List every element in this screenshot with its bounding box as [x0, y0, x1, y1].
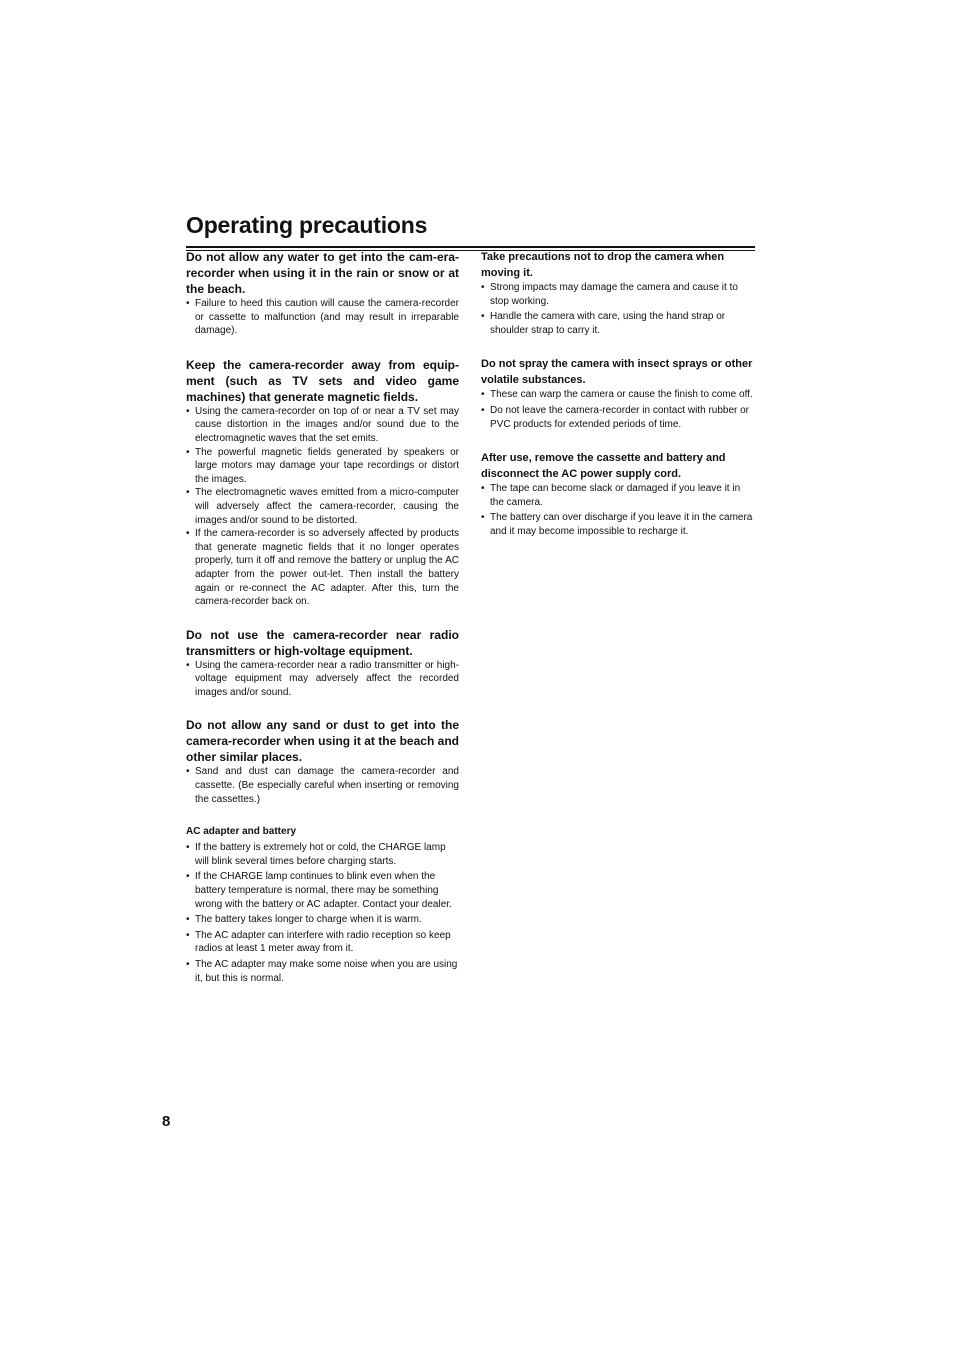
- right-column: [481, 249, 754, 539]
- bullet-item: • Using the camera-recorder near a radio transmitter or high-voltage equipment may adversely affect the recorded images and/or sound.: [186, 659, 459, 700]
- bullet-item: • The battery can over discharge if you leave it in the camera and it may become impossible to recharge it.: [481, 511, 754, 538]
- bullet-list: [186, 765, 459, 806]
- section-heading: Do not use the camera-recorder near radio transmitters or high-voltage equipment.: [186, 627, 459, 658]
- section-radio: [186, 627, 459, 700]
- page-number: 8: [162, 1113, 171, 1130]
- bullet-list: [186, 405, 459, 609]
- bullet-item: • The powerful magnetic fields generated by speakers or large motors may damage your tape recordings or distort the images.: [186, 446, 459, 487]
- bullet-item: • The AC adapter may make some noise when you are using it, but this is normal.: [186, 958, 459, 985]
- section-heading: Take precautions not to drop the camera when moving it.: [481, 251, 725, 279]
- bullet-list: [186, 297, 459, 338]
- bullet-list: [186, 659, 459, 700]
- bullet-item: • Using the camera-recorder on top of or near a TV set may cause distortion in the images and/or sound due to the electromagnetic waves that the set emits.: [186, 405, 459, 446]
- section-ac-adapter: [186, 825, 459, 985]
- page-title: Operating precautions: [186, 212, 428, 238]
- bullet-item: • These can warp the camera or cause the finish to come off.: [481, 388, 754, 402]
- bullet-item: • Strong impacts may damage the camera and cause it to stop working.: [481, 281, 754, 308]
- bullet-item: • If the camera-recorder is so adversely affected by products that generate magnetic fields that it no longer operates properly, turn it off and remove the battery or unplug the AC adapter from the power out-let. Then install the battery again or re-connect the AC adapter. After this, turn the camera-recorder back on.: [186, 527, 459, 609]
- bullet-item: • Handle the camera with care, using the hand strap or shoulder strap to carry it.: [481, 310, 754, 337]
- section-heading: After use, remove the cassette and battery and disconnect the AC power supply cord.: [481, 452, 726, 481]
- bullet-list: [481, 482, 754, 538]
- bullet-list: [481, 388, 754, 431]
- section-heading: Keep the camera-recorder away from equip-ment (such as TV sets and video game machines) that generate magnetic fields.: [186, 357, 459, 404]
- section-after-use: [481, 450, 754, 538]
- section-drop: [481, 249, 754, 337]
- section-heading: Do not spray the camera with insect sprays or other volatile substances.: [481, 358, 753, 387]
- section-spray: [481, 356, 754, 431]
- section-heading: AC adapter and battery: [186, 826, 297, 838]
- section-sand: [186, 717, 459, 806]
- bullet-item: • The battery takes longer to charge when it is warm.: [186, 913, 459, 927]
- section-water: [186, 249, 459, 338]
- bullet-item: • If the battery is extremely hot or cold, the CHARGE lamp will blink several times before charging starts.: [186, 841, 459, 868]
- left-column: [186, 249, 459, 985]
- section-heading: Do not allow any sand or dust to get into the camera-recorder when using it at the beach and other similar places.: [186, 718, 459, 765]
- bullet-item: • Failure to heed this caution will cause the camera-recorder or cassette to malfunction (and may result in irreparable damage).: [186, 297, 459, 338]
- section-heading: Do not allow any water to get into the cam-era-recorder when using it in the rain or snow or at the beach.: [186, 250, 459, 296]
- bullet-list: [481, 281, 754, 337]
- bullet-item: • If the CHARGE lamp continues to blink even when the battery temperature is normal, there may be something wrong with the battery or AC adapter. Contact your dealer.: [186, 870, 459, 911]
- bullet-item: • Do not leave the camera-recorder in contact with rubber or PVC products for extended periods of time.: [481, 404, 754, 431]
- bullet-list: [186, 841, 459, 985]
- bullet-item: • Sand and dust can damage the camera-recorder and cassette. (Be especially careful when inserting or removing the cassettes.): [186, 765, 459, 806]
- bullet-item: • The AC adapter can interfere with radio reception so keep radios at least 1 meter away from it.: [186, 929, 459, 956]
- bullet-item: • The electromagnetic waves emitted from a micro-computer will adversely affect the camera-recorder, causing the images and/or sound to be distorted.: [186, 486, 459, 527]
- bullet-item: • The tape can become slack or damaged if you leave it in the camera.: [481, 482, 754, 509]
- section-magnetic: [186, 357, 459, 609]
